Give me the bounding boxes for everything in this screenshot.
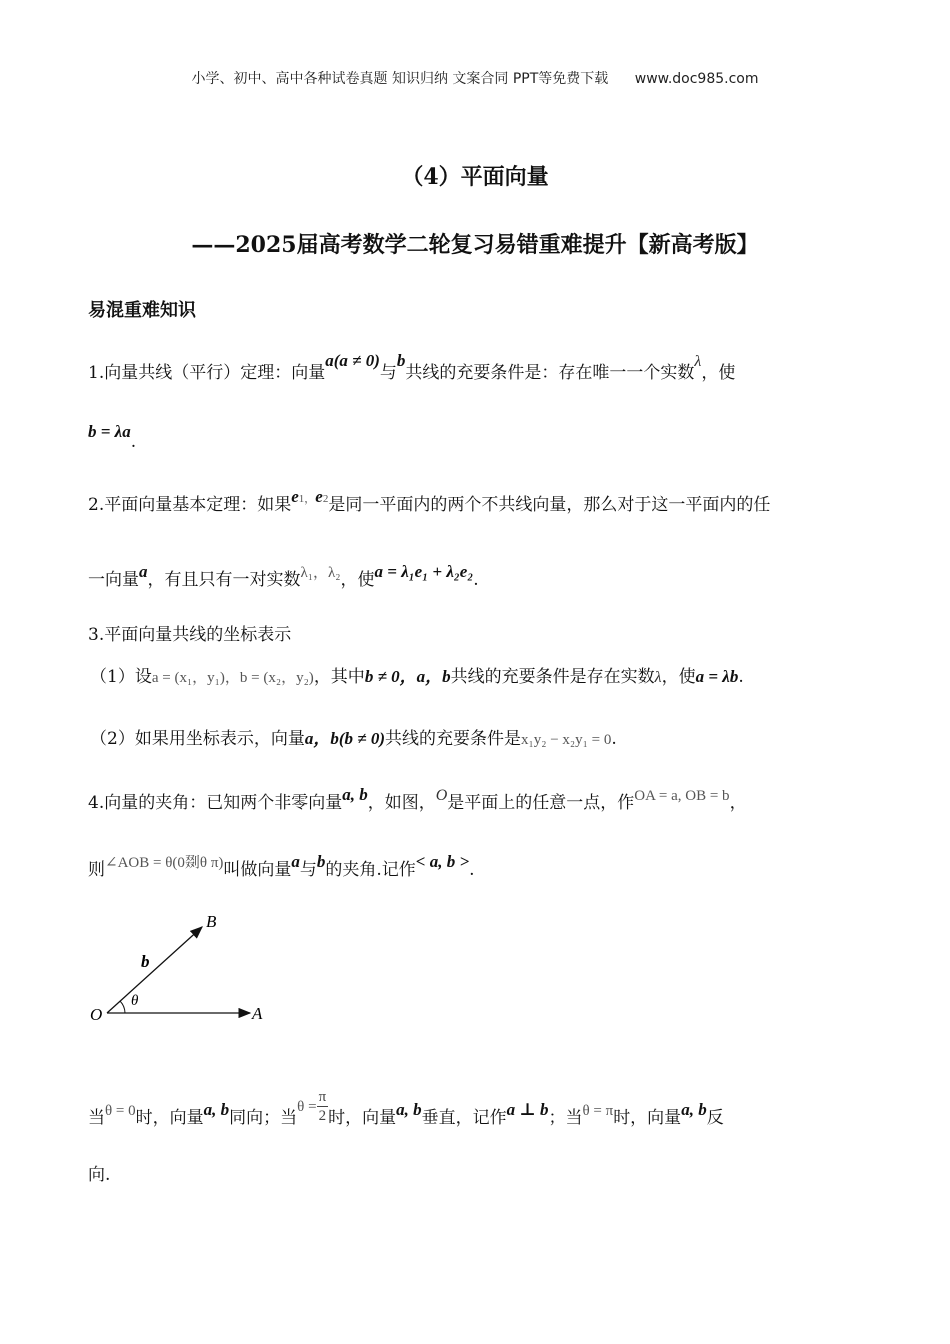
text: （1）设 <box>90 667 152 687</box>
math-lambda: λ <box>654 669 662 686</box>
text: 与 <box>299 860 317 880</box>
text: 时，向量 <box>613 1108 682 1128</box>
math-e1: e <box>291 487 299 506</box>
item-4-line-1 <box>88 785 747 813</box>
header-text: 小学、初中、高中各种试卷真题 知识归纳 文案合同 PPT等免费下载 <box>191 71 609 87</box>
page-title: （4）平面向量 <box>401 164 549 190</box>
text: 与 <box>379 363 397 383</box>
math-a-b: a, b <box>681 1100 707 1119</box>
text: 则 <box>88 860 105 880</box>
math-ab-b-nonzero: a，b(b ≠ 0) <box>304 729 385 748</box>
text: 是同一平面内的两个不共线向量，那么对于这一平面内的任 <box>328 495 771 515</box>
text: ，使 <box>340 570 375 590</box>
math-a: a <box>139 562 148 581</box>
text: . <box>611 729 617 749</box>
text: 当 <box>88 1108 105 1128</box>
page-subtitle: ——2025届高考数学二轮复习易错重难提升【新高考版】 <box>191 232 759 258</box>
math-e2: e <box>315 487 323 506</box>
text: ， <box>729 793 747 813</box>
item-3-sub-2 <box>90 724 617 749</box>
text: ，如图， <box>367 793 436 813</box>
item-3-title: 3.平面向量共线的坐标表示 <box>88 625 292 645</box>
text: 1.向量共线（平行）定理：向量 <box>88 363 326 383</box>
math-fraction-pi-over-2 <box>317 1088 329 1125</box>
item-1-line-1 <box>88 351 736 383</box>
fraction-numerator: π <box>318 1089 327 1105</box>
item-3-sub-1 <box>90 662 744 687</box>
label-O: O <box>90 1005 103 1024</box>
text: . <box>473 570 479 590</box>
section-heading: 易混重难知识 <box>88 300 196 321</box>
label-B: B <box>206 912 217 931</box>
math-subscript: 1 <box>298 493 305 505</box>
text: ；当 <box>548 1108 583 1128</box>
text: ，使 <box>661 667 696 687</box>
text: ，使 <box>701 363 736 383</box>
math-a-b: a, b <box>203 1100 230 1119</box>
item-5-line-1 <box>88 1089 724 1137</box>
text: 2.平面向量基本定理：如果 <box>88 495 292 515</box>
angle-diagram <box>85 905 285 1035</box>
text: 反 <box>706 1108 724 1128</box>
math-b: b <box>316 852 326 871</box>
text: 叫做向量 <box>223 860 292 880</box>
text: . <box>469 860 475 880</box>
math-a-b: a, b <box>342 785 368 804</box>
math-a-b: a, b <box>396 1100 422 1119</box>
text: ，有且只有一对实数 <box>147 570 301 590</box>
math-lambda-pair: λ₁，λ₂ <box>300 565 341 581</box>
math-O: O <box>435 787 448 804</box>
text: （2）如果用坐标表示，向量 <box>90 729 305 749</box>
math-a: a <box>291 852 300 871</box>
math-subscript: 2 <box>322 493 329 505</box>
label-A: A <box>252 1004 263 1023</box>
item-4-line-2 <box>88 852 475 880</box>
text: 一向量 <box>88 570 139 590</box>
math-a-nonzero: a(a ≠ 0) <box>325 351 380 370</box>
math-coordinates: a = (x₁，y₁)，b = (x₂，y₂) <box>151 670 314 686</box>
math-angle-notation: < a, b > <box>415 852 470 871</box>
header-url[interactable]: www.doc985.com <box>634 71 759 87</box>
text: ，其中 <box>313 667 365 687</box>
math-perpendicular: a ⊥ b <box>506 1100 549 1119</box>
item-2-line-2 <box>88 562 479 590</box>
math-cross-product-zero: x₁y₂ − x₂y₁ = 0 <box>520 732 612 748</box>
math-comma: ， <box>304 493 316 505</box>
math-theta-eq: θ = <box>297 1099 317 1115</box>
item-5-line-2: 向. <box>88 1165 111 1185</box>
text: 垂直，记作 <box>421 1108 507 1128</box>
math-b: b <box>396 351 406 370</box>
fraction-denominator: 2 <box>318 1108 327 1124</box>
math-lambda: λ <box>694 353 702 370</box>
text: . <box>738 667 744 687</box>
label-b: b <box>141 952 150 971</box>
text: 时，向量 <box>135 1108 204 1128</box>
math-a-eq-lambda-b: a = λb <box>695 667 739 686</box>
text: 的夹角.记作 <box>325 860 416 880</box>
vector-OB-arrow <box>107 927 202 1013</box>
math-b-nonzero: b ≠ 0，a，b <box>364 667 451 686</box>
item-2-line-1 <box>88 487 771 515</box>
label-theta: θ <box>131 993 139 1009</box>
item-1-line-2 <box>88 422 137 452</box>
math-theta-zero: θ = 0 <box>105 1103 136 1119</box>
text: 同向；当 <box>229 1108 298 1128</box>
page-header <box>0 68 950 88</box>
math-theta-pi: θ = π <box>582 1103 614 1119</box>
text: . <box>130 432 137 452</box>
text: 时，向量 <box>328 1108 397 1128</box>
math-OA-OB: OA = a, OB = b <box>634 788 730 804</box>
text: 4.向量的夹角：已知两个非零向量 <box>88 793 343 813</box>
text: 是平面上的任意一点，作 <box>447 793 635 813</box>
math-linear-combination: a = λ₁e₁ + λ₂e₂ <box>374 562 474 581</box>
text: 共线的充要条件是 <box>384 729 521 749</box>
text: 共线的充要条件是存在实数 <box>450 667 655 687</box>
angle-arc <box>120 1001 125 1013</box>
math-b-eq-lambda-a: b = λa <box>88 422 131 441</box>
text: 共线的充要条件是：存在唯一一个实数 <box>405 363 695 383</box>
math-angle-AOB: ∠AOB = θ(0剟θ π) <box>105 855 224 871</box>
